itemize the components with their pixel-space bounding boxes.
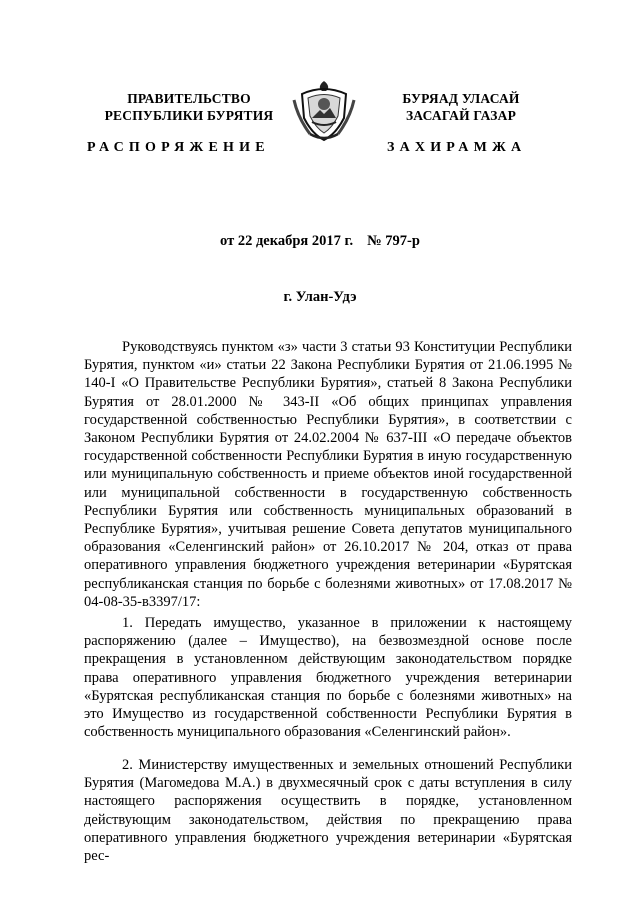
paragraph-text: 1. Передать имущество, указанное в приложении к настоящему распоряжению (далее – Имущество), на безвозмездной основе после прекращения в установленном действующим законодательством порядке права оперативного управления бюджетного учреждения ветеринарии «Бурятская республиканская станция по борьбе с болезнями животных» на это Имущество из государственной собственности Республики Бурятия в собственность муниципального образования «Селенгинский район».	[84, 615, 572, 741]
preamble-paragraph	[84, 338, 572, 611]
coat-of-arms-icon	[290, 78, 358, 144]
document-number: № 797-р	[367, 233, 420, 249]
city: г. Улан-Удэ	[283, 289, 357, 305]
date-line	[0, 233, 640, 250]
header-right-line2: ЗАСАГАЙ ГАЗАР	[405, 108, 517, 123]
doc-type-left: РАСПОРЯЖЕНИЕ	[87, 140, 270, 155]
paragraph-text: Руководствуясь пунктом «з» части 3 статьи 93 Конституции Республики Бурятия, пунктом «и» статьи 22 Закона Республики Бурятия от 21.06.1995 № 140-I «О Правительстве Республики Бурятия», статьей 8 Закона Республики Бурятия от 28.01.2000 № 343-II «Об общих принципах управления государственной собственностью Республики Бурятия», в соответствии с Законом Республики Бурятия от 24.02.2004 № 637-III «О передаче объектов государственной собственности Республики Бурятия в иную государственную или муниципальную собственность и приеме объектов иной государственной или муниципальной собственности в государственную собственность Республики Бурятия или собственность муниципальных образований в Республике Бурятия», учитывая решение Совета депутатов муниципального образования «Селенгинский район» от 26.10.2017 № 204, отказ от права оперативного управления бюджетного учреждения ветеринарии «Бурятская республиканская станция по борьбе с болезнями животных» от 17.08.2017 № 04-08-35-в3397/17:	[84, 339, 572, 610]
header-right-line1: БУРЯАД УЛАСАЙ	[402, 91, 520, 106]
doc-type-right: ЗАХИРАМЖА	[387, 140, 527, 155]
header-left	[84, 90, 294, 124]
header-left-line1: ПРАВИТЕЛЬСТВО	[127, 91, 251, 106]
paragraph-text: 2. Министерству имущественных и земельных отношений Республики Бурятия (Магомедова М.А.) в двухмесячный срок с даты вступления в силу настоящего распоряжения осуществить в порядке, установленном действующим законодательством, действия по прекращению права оперативного управления бюджетного учреждения ветеринарии «Бурятская рес-	[84, 757, 572, 865]
header-right	[378, 90, 544, 124]
header-left-line2: РЕСПУБЛИКИ БУРЯТИЯ	[104, 108, 274, 123]
document-date: от 22 декабря 2017 г.	[220, 233, 354, 249]
clause-1-paragraph	[84, 614, 572, 741]
clause-2-paragraph	[84, 756, 572, 865]
